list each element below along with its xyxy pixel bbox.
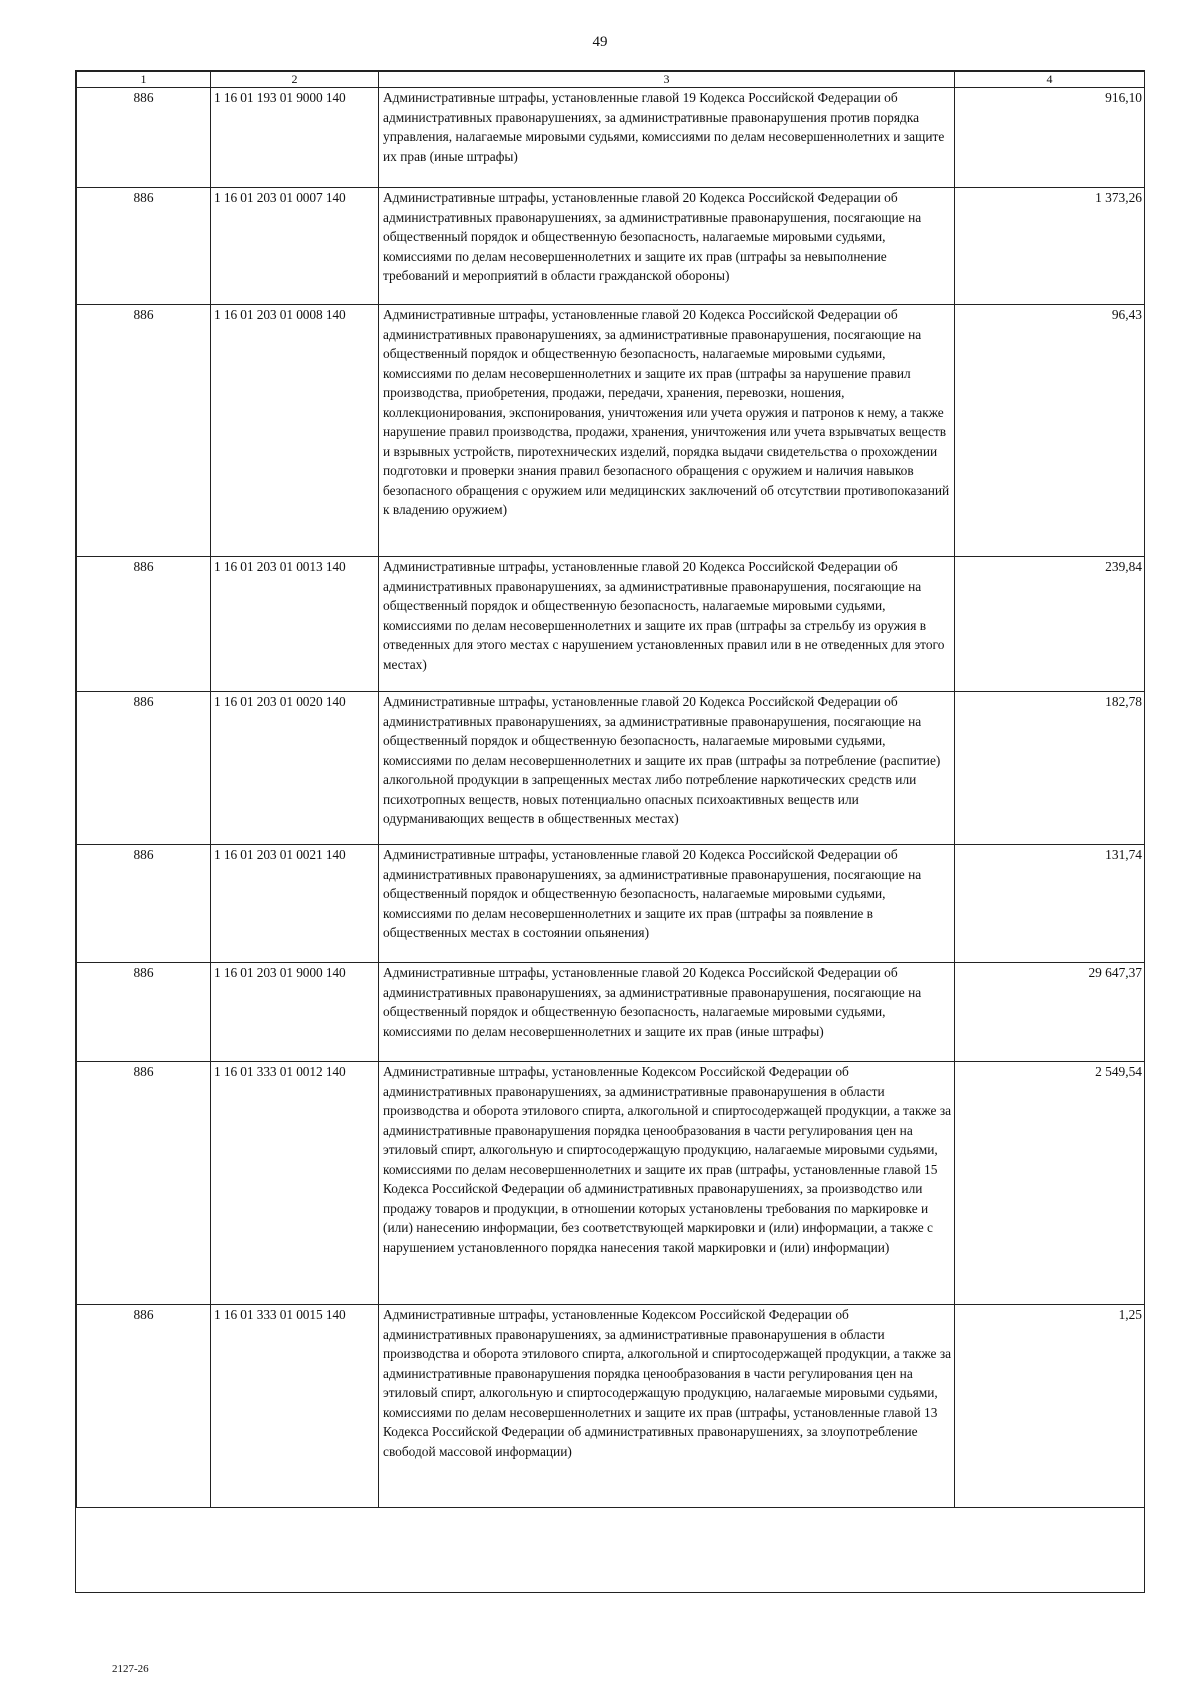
organization-code-cell: 886 (77, 692, 211, 845)
table-row (77, 1305, 1145, 1508)
income-description-cell: Административные штрафы, установленные Кодексом Российской Федерации об административных правонарушениях, за административные правонарушения в области производства и оборота этилового спирта, алкогольной и спиртосодержащей продукции, а также за административные правонарушения порядка ценообразования в части регулирования цен на этиловый спирт, алкогольную и спиртосодержащую продукцию, налагаемые мировыми судьями, комиссиями по делам несовершеннолетних и защите их прав (штрафы, установленные главой 15 Кодекса Российской Федерации об административных правонарушениях, за производство или продажу товаров и продукции, в отношении которых установлены требования по маркировке и (или) нанесению информации, без соответствующей маркировки и (или) информации, а также с нарушением установленного порядка нанесения такой маркировки и (или) информации) (379, 1062, 955, 1305)
budget-classification-code-cell: 1 16 01 203 01 0007 140 (211, 188, 379, 305)
document-code: 2127-26 (112, 1663, 149, 1675)
table-row (77, 557, 1145, 692)
budget-classification-code-cell: 1 16 01 203 01 0020 140 (211, 692, 379, 845)
organization-code-cell: 886 (77, 963, 211, 1062)
budget-classification-code-cell: 1 16 01 333 01 0012 140 (211, 1062, 379, 1305)
income-description-cell: Административные штрафы, установленные главой 20 Кодекса Российской Федерации об административных правонарушениях, за административные правонарушения, посягающие на общественный порядок и общественную безопасность, налагаемые мировыми судьями, комиссиями по делам несовершеннолетних и защите их прав (штрафы за стрельбу из оружия в отведенных для этого местах с нарушением установленных правил или в не отведенных для этого местах) (379, 557, 955, 692)
budget-classification-code-cell: 1 16 01 193 01 9000 140 (211, 88, 379, 188)
organization-code-cell: 886 (77, 557, 211, 692)
budget-classification-code-cell: 1 16 01 203 01 0008 140 (211, 305, 379, 557)
amount-cell: 1,25 (955, 1305, 1145, 1508)
budget-classification-code-cell: 1 16 01 203 01 9000 140 (211, 963, 379, 1062)
table-row (77, 692, 1145, 845)
budget-table-container (75, 70, 1145, 1593)
amount-cell: 96,43 (955, 305, 1145, 557)
table-row (77, 188, 1145, 305)
organization-code-cell: 886 (77, 188, 211, 305)
budget-table (76, 71, 1145, 1508)
amount-cell: 131,74 (955, 845, 1145, 963)
income-description-cell: Административные штрафы, установленные Кодексом Российской Федерации об административных правонарушениях, за административные правонарушения в области производства и оборота этилового спирта, алкогольной и спиртосодержащей продукции, а также за административные правонарушения порядка ценообразования в части регулирования цен на этиловый спирт, алкогольную и спиртосодержащую продукцию, налагаемые мировыми судьями, комиссиями по делам несовершеннолетних и защите их прав (штрафы, установленные главой 13 Кодекса Российской Федерации об административных правонарушениях, за злоупотребление свободой массовой информации) (379, 1305, 955, 1508)
income-description-cell: Административные штрафы, установленные главой 20 Кодекса Российской Федерации об административных правонарушениях, за административные правонарушения, посягающие на общественный порядок и общественную безопасность, налагаемые мировыми судьями, комиссиями по делам несовершеннолетних и защите их прав (штрафы за потребление (распитие) алкогольной продукции в запрещенных местах либо потребление наркотических средств или психотропных веществ, новых потенциально опасных психоактивных веществ или одурманивающих веществ в общественных местах) (379, 692, 955, 845)
budget-classification-code-cell: 1 16 01 203 01 0021 140 (211, 845, 379, 963)
amount-cell: 916,10 (955, 88, 1145, 188)
table-row (77, 88, 1145, 188)
income-description-cell: Административные штрафы, установленные главой 20 Кодекса Российской Федерации об административных правонарушениях, за административные правонарушения, посягающие на общественный порядок и общественную безопасность, налагаемые мировыми судьями, комиссиями по делам несовершеннолетних и защите их прав (штрафы за появление в общественных местах в состоянии опьянения) (379, 845, 955, 963)
amount-cell: 29 647,37 (955, 963, 1145, 1062)
table-row (77, 845, 1145, 963)
budget-classification-code-cell: 1 16 01 333 01 0015 140 (211, 1305, 379, 1508)
organization-code-cell: 886 (77, 1305, 211, 1508)
income-description-cell: Административные штрафы, установленные главой 20 Кодекса Российской Федерации об административных правонарушениях, за административные правонарушения, посягающие на общественный порядок и общественную безопасность, налагаемые мировыми судьями, комиссиями по делам несовершеннолетних и защите их прав (иные штрафы) (379, 963, 955, 1062)
table-row (77, 1062, 1145, 1305)
table-row (77, 963, 1145, 1062)
column-header-3: 3 (379, 72, 955, 88)
income-description-cell: Административные штрафы, установленные главой 19 Кодекса Российской Федерации об административных правонарушениях, за административные правонарушения против порядка управления, налагаемые мировыми судьями, комиссиями по делам несовершеннолетних и защите их прав (иные штрафы) (379, 88, 955, 188)
organization-code-cell: 886 (77, 845, 211, 963)
income-description-cell: Административные штрафы, установленные главой 20 Кодекса Российской Федерации об административных правонарушениях, за административные правонарушения, посягающие на общественный порядок и общественную безопасность, налагаемые мировыми судьями, комиссиями по делам несовершеннолетних и защите их прав (штрафы за нарушение правил производства, приобретения, продажи, передачи, хранения, перевозки, ношения, коллекционирования, экспонирования, уничтожения или учета оружия и патронов к нему, а также нарушение правил производства, продажи, хранения, уничтожения или учета взрывчатых веществ и взрывных устройств, пиротехнических изделий, порядка выдачи свидетельства о прохождении подготовки и проверки знания правил безопасного обращения с оружием и наличия навыков безопасного обращения с оружием или медицинских заключений об отсутствии противопоказаний к владению оружием) (379, 305, 955, 557)
amount-cell: 182,78 (955, 692, 1145, 845)
budget-classification-code-cell: 1 16 01 203 01 0013 140 (211, 557, 379, 692)
organization-code-cell: 886 (77, 88, 211, 188)
table-body (77, 88, 1145, 1508)
organization-code-cell: 886 (77, 305, 211, 557)
column-header-1: 1 (77, 72, 211, 88)
organization-code-cell: 886 (77, 1062, 211, 1305)
column-header-4: 4 (955, 72, 1145, 88)
income-description-cell: Административные штрафы, установленные главой 20 Кодекса Российской Федерации об административных правонарушениях, за административные правонарушения, посягающие на общественный порядок и общественную безопасность, налагаемые мировыми судьями, комиссиями по делам несовершеннолетних и защите их прав (штрафы за невыполнение требований и мероприятий в области гражданской обороны) (379, 188, 955, 305)
amount-cell: 239,84 (955, 557, 1145, 692)
amount-cell: 1 373,26 (955, 188, 1145, 305)
table-row (77, 305, 1145, 557)
page-number: 49 (592, 34, 608, 50)
amount-cell: 2 549,54 (955, 1062, 1145, 1305)
header-row (77, 72, 1145, 88)
column-header-2: 2 (211, 72, 379, 88)
